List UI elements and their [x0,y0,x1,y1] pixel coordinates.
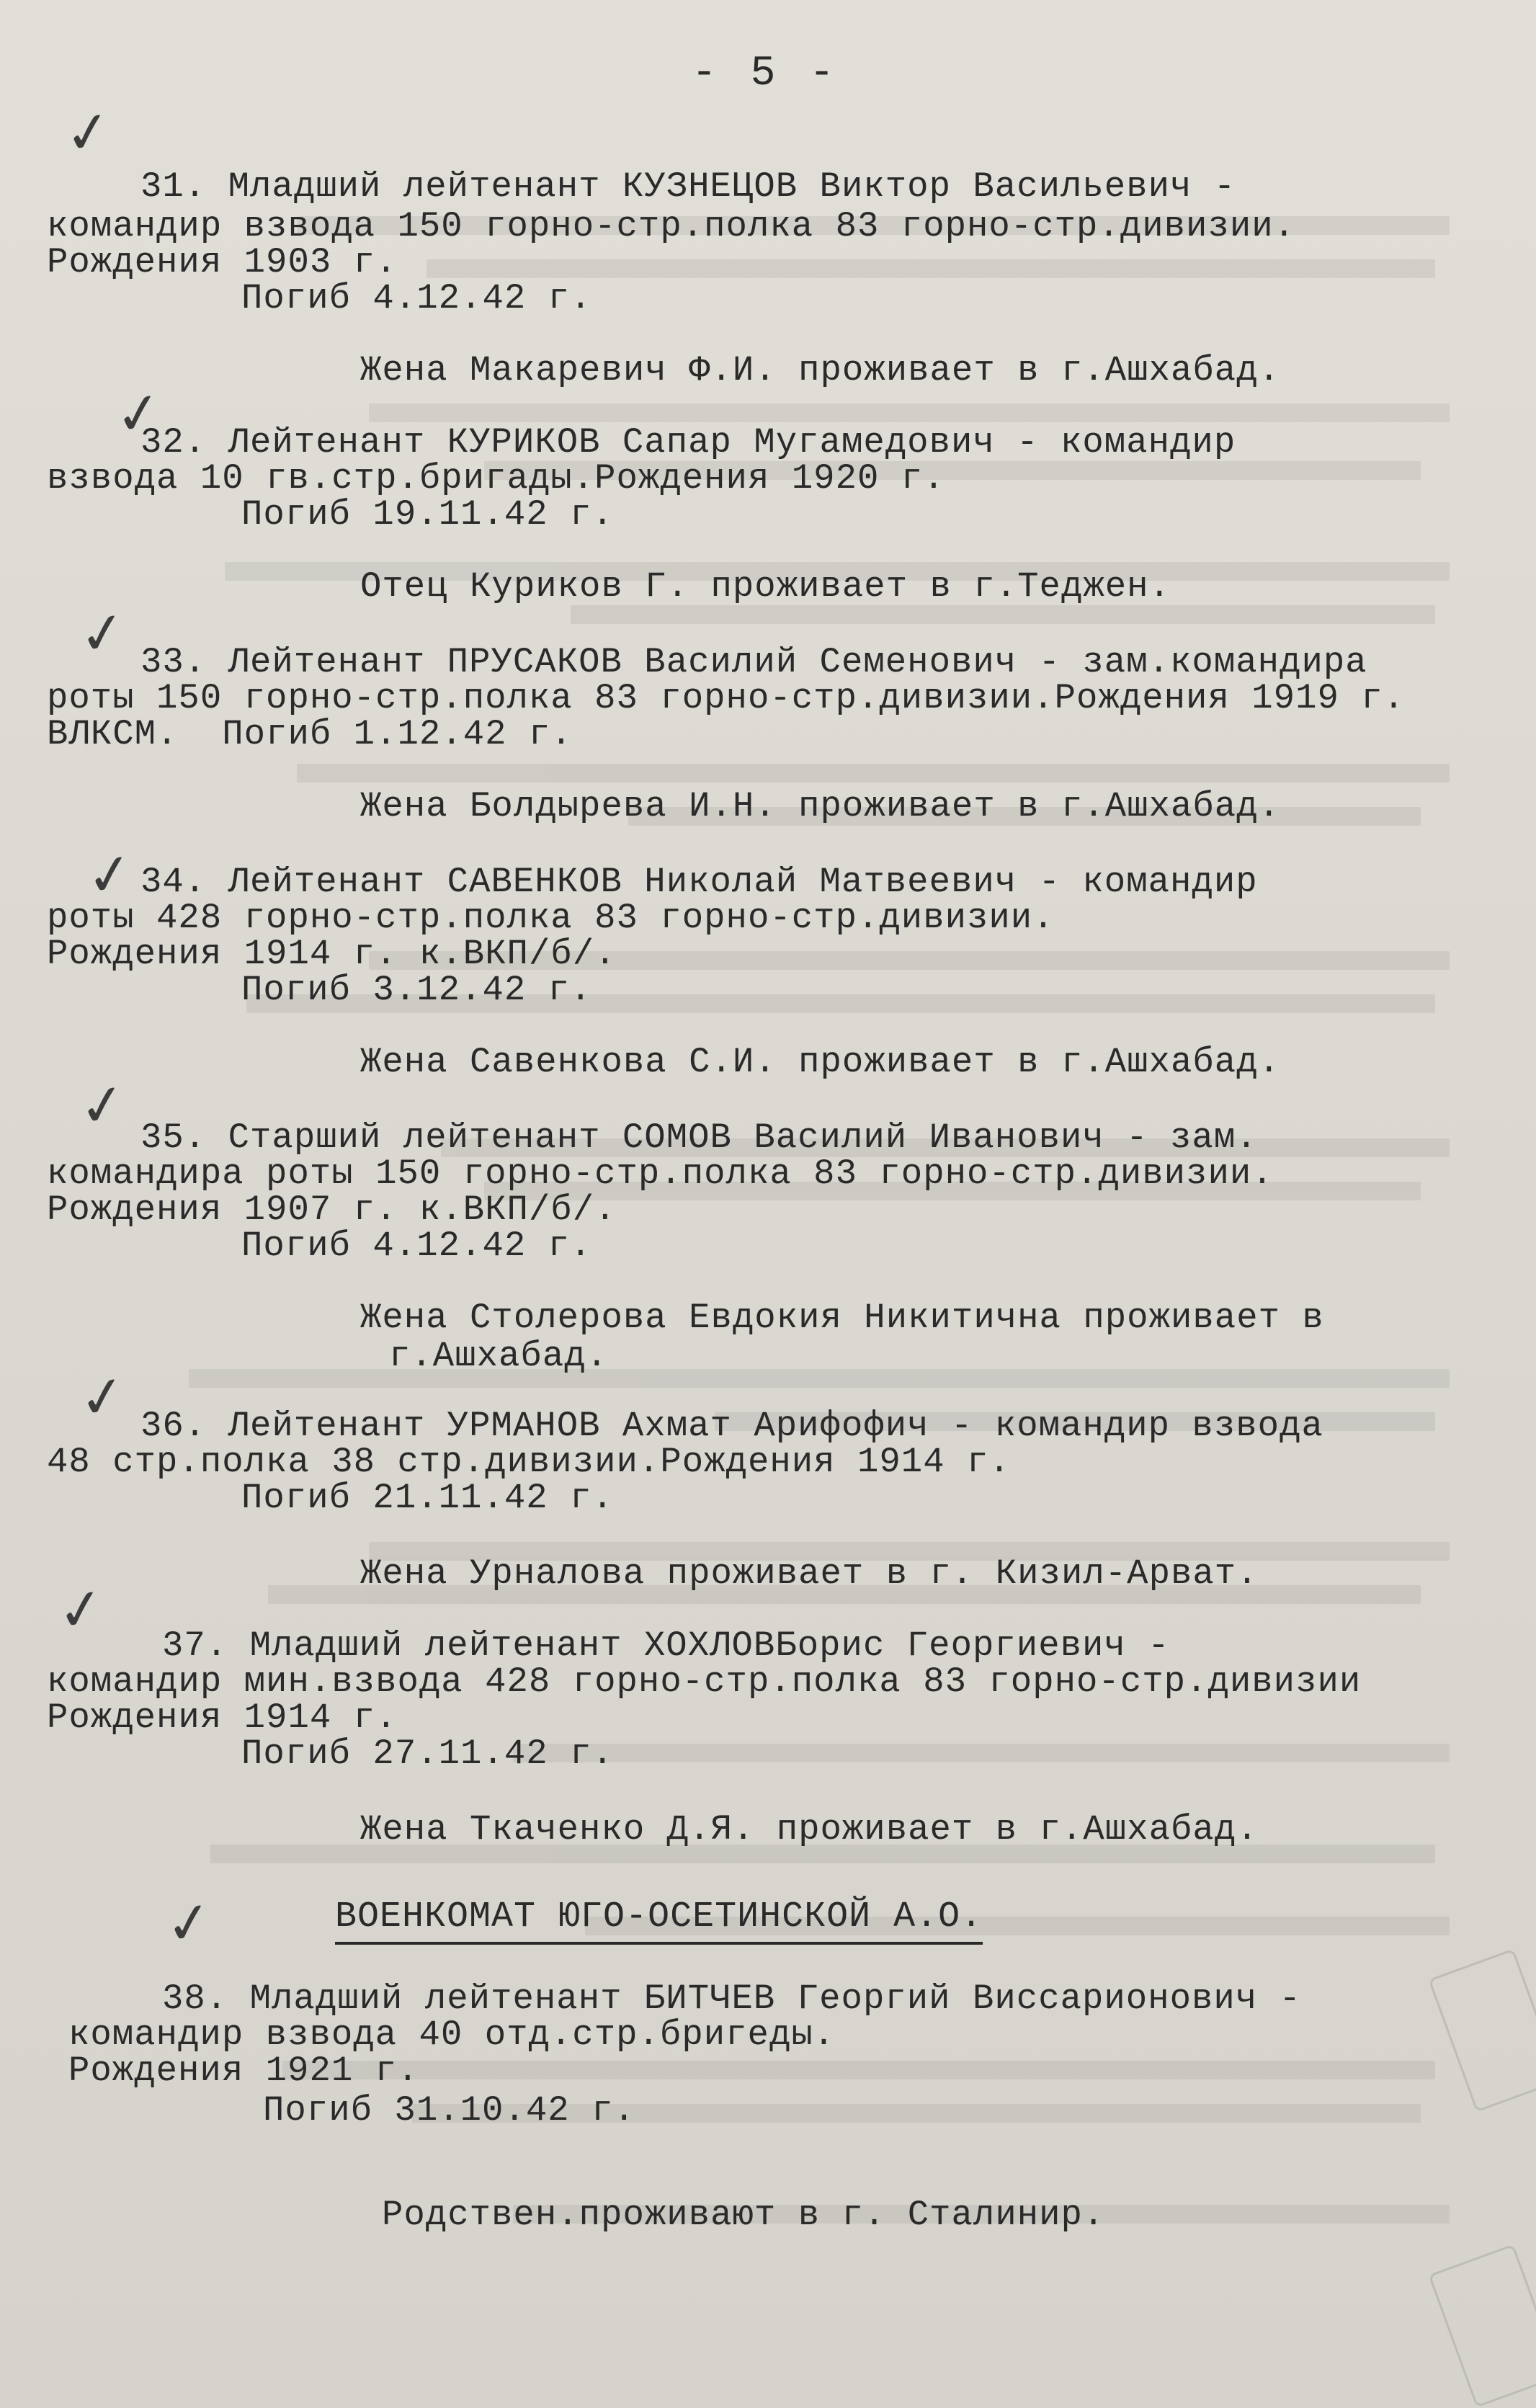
section-heading: ВОЕНКОМАТ ЮГО-ОСЕТИНСКОЙ А.О. [335,1896,983,1945]
entry-line: 33. Лейтенант ПРУСАКОВ Василий Семенович - зам.командира [140,642,1367,682]
entry-line: 35. Старший лейтенант СОМОВ Василий Иванович - зам. [140,1118,1258,1158]
relative-line: Отец Куриков Г. проживает в г.Теджен. [360,566,1171,607]
faint-stamp-mark [1428,1948,1536,2112]
entry-line: 34. Лейтенант САВЕНКОВ Николай Матвеевич - командир [140,862,1258,902]
entry-line: Рождения 1903 г. [47,242,398,282]
check-mark-icon: ✓ [75,1070,131,1142]
entry-line: роты 428 горно-стр.полка 83 горно-стр.дивизии. [47,898,1055,938]
entry-line: командира роты 150 горно-стр.полка 83 горно-стр.дивизии. [47,1154,1274,1194]
entry-line: Погиб 3.12.42 г. [241,970,592,1010]
check-mark-icon: ✓ [53,1574,110,1646]
entry-line: командир взвода 150 горно-стр.полка 83 горно-стр.дивизии. [47,206,1296,246]
check-mark-icon: ✓ [82,839,138,911]
entry-line: 32. Лейтенант КУРИКОВ Сапар Мугамедович - командир [140,422,1236,463]
relative-line: Жена Болдырева И.Н. проживает в г.Ашхабад. [360,786,1281,826]
entry-line: роты 150 горно-стр.полка 83 горно-стр.дивизии.Рождения 1919 г. [47,678,1406,718]
entry-line: взвода 10 гв.стр.бригады.Рождения 1920 г. [47,458,945,499]
entry-line: командир мин.взвода 428 горно-стр.полка 83 горно-стр.дивизии [47,1662,1362,1702]
entry-line: Погиб 27.11.42 г. [241,1734,614,1774]
entry-line: Погиб 4.12.42 г. [241,1226,592,1266]
entry-line: 37. Младший лейтенант ХОХЛОВБорис Георгиевич - [162,1626,1170,1666]
entry-line: Рождения 1921 г. [68,2051,419,2091]
check-mark-icon: ✓ [61,97,117,169]
relative-line: Жена Ткаченко Д.Я. проживает в г.Ашхабад. [360,1809,1259,1850]
entry-line: ВЛКСМ. Погиб 1.12.42 г. [47,714,573,754]
entry-line: командир взвода 40 отд.стр.бригеды. [68,2015,836,2055]
check-mark-icon: ✓ [75,1362,131,1434]
entry-line: Погиб 19.11.42 г. [241,494,614,535]
entry-line: 48 стр.полка 38 стр.дивизии.Рождения 1914 г. [47,1442,1011,1482]
relative-line: Жена Макаревич Ф.И. проживает в г.Ашхабад. [360,350,1281,391]
faint-stamp-mark [1428,2244,1536,2407]
entry-line: Рождения 1907 г. к.ВКП/б/. [47,1190,617,1230]
relative-line: Жена Урналова проживает в г. Кизил-Арват. [360,1553,1259,1594]
entry-line: Погиб 4.12.42 г. [241,278,592,318]
relative-line: г.Ашхабад. [389,1336,609,1376]
entry-line: Рождения 1914 г. к.ВКП/б/. [47,934,617,974]
check-mark-icon: ✓ [111,378,167,450]
relative-line: Родствен.проживают в г. Сталинир. [382,2195,1105,2235]
check-mark-icon: ✓ [75,598,131,670]
relative-line: Жена Столерова Евдокия Никитична проживает в [360,1298,1324,1338]
entry-line: 36. Лейтенант УРМАНОВ Ахмат Арифофич - командир взвода [140,1406,1323,1446]
relative-line: Жена Савенкова С.И. проживает в г.Ашхабад. [360,1042,1281,1082]
entry-line: 38. Младший лейтенант БИТЧЕВ Георгий Виссарионович - [162,1979,1302,2019]
check-mark-icon: ✓ [161,1888,218,1960]
entry-line: Рождения 1914 г. [47,1698,398,1738]
entry-line: Погиб 21.11.42 г. [241,1478,614,1518]
page-number: - 5 - [692,50,839,97]
entry-line: 31. Младший лейтенант КУЗНЕЦОВ Виктор Васильевич - [140,166,1236,207]
entry-line: Погиб 31.10.42 г. [263,2090,635,2131]
